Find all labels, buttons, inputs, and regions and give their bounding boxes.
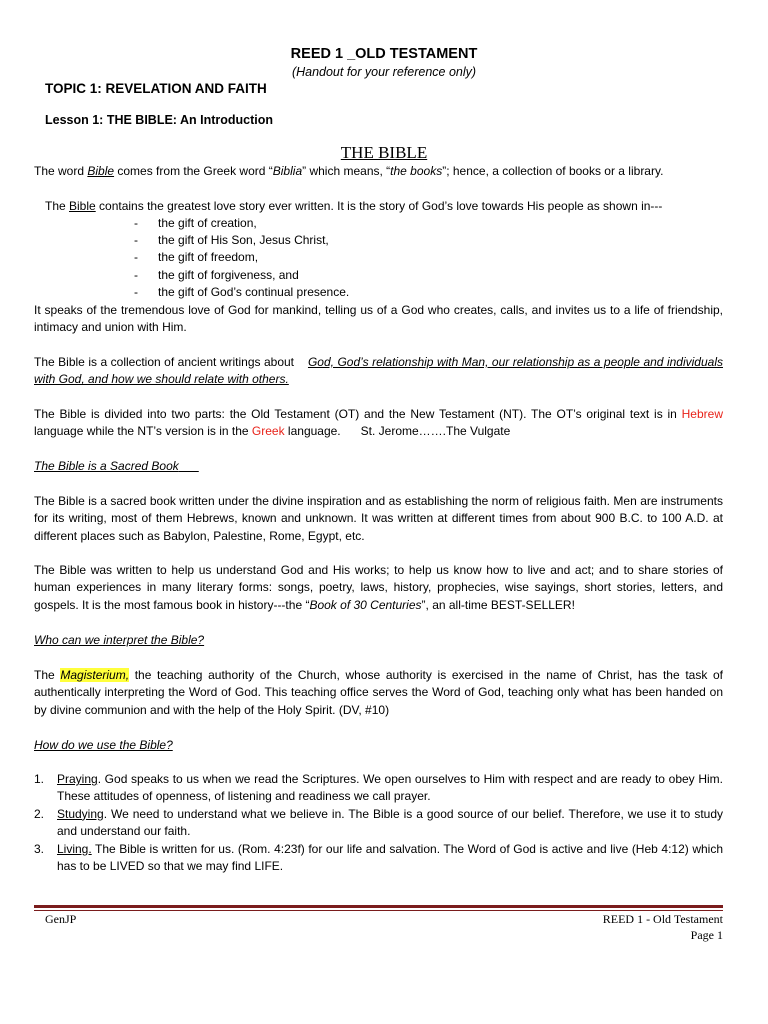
text-run: Biblia (272, 164, 303, 178)
text-run: language. St. Jerome…….The Vulgate (284, 424, 511, 439)
text-run: language while the NT’s version is in the (34, 424, 252, 439)
document-subtitle: (Handout for your reference only) (291, 65, 477, 79)
paragraph-two-parts (34, 406, 723, 441)
footer-rule-thin (34, 910, 723, 911)
text-run: The Bible is written for us. (Rom. 4:23f) for our life and salvation. The Word of God is active and live (Heb 4:12) which has to be LIVED so that we may find LIFE. (57, 841, 723, 874)
text-run: the teaching authority of the Church, whose authority is exercised in the name of Christ, has the task of authentically interpreting the Word of God. This teaching office serves the Word of God, teaching only what has been handed on by divine communion and with the help of the Holy Spirit. (DV, #10) (34, 668, 723, 717)
text-run: . God speaks to us when we read the Scriptures. We open ourselves to Him with respect and are ready to obey Him. These attitudes of openness, of listening and readiness we call prayer. (57, 772, 723, 804)
list-item (34, 771, 723, 806)
paragraph-collection (34, 354, 723, 389)
subheading-text: How do we use the Bible? (34, 738, 173, 752)
subheading-use-bible (34, 737, 173, 754)
subheading-text: The Bible is a Sacred Book (34, 459, 179, 473)
subheading-text: Who can we interpret the Bible? (34, 633, 205, 647)
list-item: - the gift of creation, (134, 215, 349, 232)
list-number: 2. (34, 806, 45, 821)
text-run: contains the greatest love story ever written. It is the story of God’s love towards His people as shown in--- (95, 199, 663, 213)
footer-right (603, 912, 723, 943)
text-run: ”, an all-time BEST-SELLER! (421, 597, 575, 612)
paragraph-tremendous-love: It speaks of the tremendous love of God for mankind, telling us of a God who creates, calls, and invites us to a life of friendship, intimacy and union with Him. (34, 303, 723, 335)
footer-course-title: REED 1 - Old Testament (602, 912, 723, 926)
subheading-sacred-book (34, 458, 199, 475)
topic-heading: TOPIC 1: REVELATION AND FAITH (45, 81, 267, 96)
text-run: Hebrew (681, 407, 723, 421)
text-run: ”; hence, a collection of books or a library. (442, 164, 664, 178)
list-term: Studying (57, 806, 104, 821)
list-term: Praying (57, 772, 98, 786)
paragraph-magisterium (34, 667, 723, 719)
list-term: Living. (57, 841, 92, 856)
paragraph-love-story (45, 198, 662, 215)
list-item-text: the gift of His Son, Jesus Christ, (158, 233, 329, 248)
text-run: Bible (69, 199, 96, 213)
text-run: The word (34, 164, 88, 178)
list-item: - the gift of forgiveness, and (134, 267, 349, 284)
list-item (34, 806, 723, 841)
lesson-heading: Lesson 1: THE BIBLE: An Introduction (45, 113, 274, 127)
list-item-text: the gift of God’s continual presence. (158, 284, 350, 299)
text-run: Greek (251, 424, 285, 439)
text-run: comes from the Greek word “ (114, 164, 273, 178)
text-run: God, God’s relationship with Man, our relationship as a people and individuals with God, and how we should relate with others. (34, 355, 723, 387)
section-heading-text: THE BIBLE (340, 143, 428, 162)
document-title: REED 1 _OLD TESTAMENT (290, 46, 478, 62)
uses-list (34, 771, 723, 875)
list-item: - the gift of His Son, Jesus Christ, (134, 232, 349, 249)
gifts-list (134, 215, 349, 301)
text-run: The Bible is divided into two parts: the Old Testament (OT) and the New Testament (NT). The OT’s original text is in (34, 407, 682, 421)
footer-left-text: GenJP (45, 912, 77, 926)
text-run: The Bible was written to help us understand God and His works; to help us know how to live and act; and to share stories of human experiences in many literary forms: songs, poetry, laws, history, prophecies, wise sayings, short stories, letters, and gospels. It is the most famous book in history---the “ (34, 563, 723, 612)
list-number: 1. (34, 772, 45, 786)
subheading-interpret (34, 632, 204, 649)
list-item-text: the gift of freedom, (158, 250, 259, 265)
paragraph-sacred-book: The Bible is a sacred book written under the divine inspiration and as establishing the norm of religious faith. Men are instruments for its writing, most of them Hebrews, known and unknown. It was written at different times from about 900 B.C. to 100 A.D. at different places such as Babylon, Palestine, Rome, Egypt, etc. (34, 494, 723, 543)
text-run: The Bible is a collection of ancient writings about (34, 355, 308, 369)
list-item-text: the gift of creation, (158, 216, 257, 230)
list-item-text (57, 806, 723, 841)
list-item: - the gift of God’s continual presence. (134, 284, 349, 301)
paragraph-written-to-help (34, 562, 723, 614)
highlighted-term: Magisterium, (60, 668, 130, 682)
footer-rule-thick (34, 905, 723, 908)
footer-page-number: Page 1 (690, 927, 723, 942)
text-run: The (34, 668, 61, 682)
list-item-text (57, 841, 723, 876)
paragraph-bible-word (34, 163, 663, 180)
text-run: Book of 30 Centuries (309, 597, 422, 612)
list-number: 3. (34, 841, 45, 856)
list-item (34, 841, 723, 876)
list-item-text (57, 771, 723, 806)
text-run: Bible (87, 164, 115, 178)
text-run: ” which means, “ (302, 164, 391, 178)
list-item-text: the gift of forgiveness, and (158, 267, 299, 282)
section-heading (34, 143, 734, 163)
text-run: . We need to understand what we believe in. The Bible is a good source of our belief. Therefore, we use it to study and understand our faith. (57, 806, 723, 839)
text-run: The (45, 199, 70, 213)
list-item: - the gift of freedom, (134, 249, 349, 266)
text-run: the books (390, 164, 443, 178)
